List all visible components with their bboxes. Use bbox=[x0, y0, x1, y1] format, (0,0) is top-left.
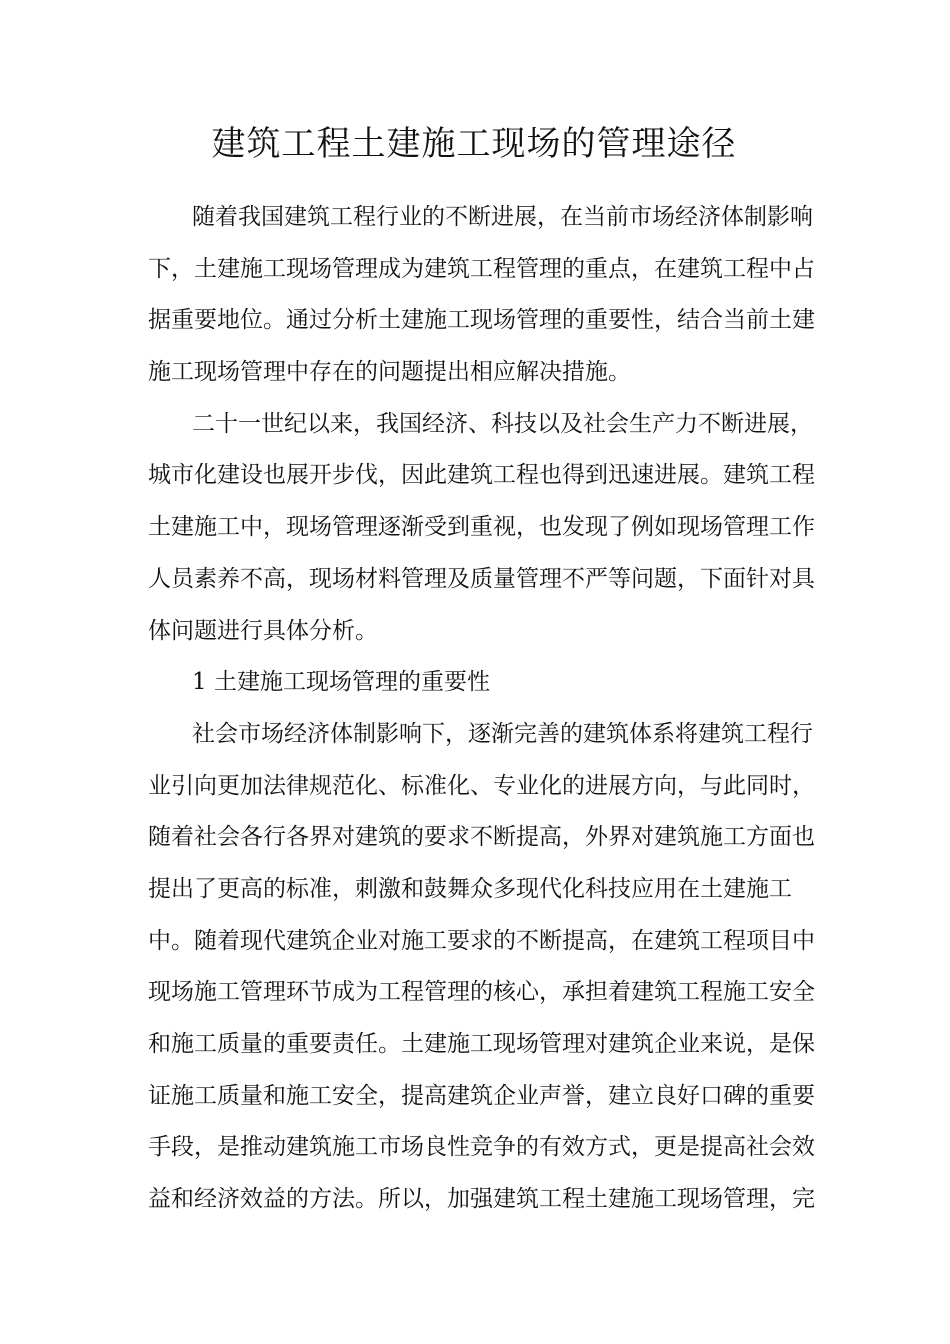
text-line: 体问题进行具体分析。 bbox=[148, 617, 378, 644]
text-line: 1 土建施工现场管理的重要性 bbox=[192, 669, 490, 696]
text-line: 中。随着现代建筑企业对施工要求的不断提高，在建筑工程项目中 bbox=[148, 927, 815, 954]
text-line: 二十一世纪以来，我国经济、科技以及社会生产力不断进展， bbox=[192, 410, 813, 437]
text-line: 随着我国建筑工程行业的不断进展，在当前市场经济体制影响 bbox=[192, 204, 813, 230]
text-line: 提出了更高的标准，刺激和鼓舞众多现代化科技应用在土建施工 bbox=[148, 875, 792, 902]
text-line: 下，土建施工现场管理成为建筑工程管理的重点，在建筑工程中占 bbox=[148, 255, 815, 282]
text-line: 随着社会各行各界对建筑的要求不断提高，外界对建筑施工方面也 bbox=[148, 824, 815, 851]
text-line: 据重要地位。通过分析土建施工现场管理的重要性，结合当前土建 bbox=[148, 307, 815, 334]
text-line: 社会市场经济体制影响下，逐渐完善的建筑体系将建筑工程行 bbox=[192, 720, 813, 747]
text-line: 土建施工中，现场管理逐渐受到重视，也发现了例如现场管理工作 bbox=[148, 514, 815, 541]
text-line: 人员素养不高，现场材料管理及质量管理不严等问题，下面针对具 bbox=[148, 565, 815, 592]
text-line: 业引向更加法律规范化、标准化、专业化的进展方向，与此同时， bbox=[148, 772, 815, 799]
text-line: 益和经济效益的方法。所以，加强建筑工程土建施工现场管理，完 bbox=[148, 1186, 815, 1213]
text-line: 手段，是推动建筑施工市场良性竞争的有效方式，更是提高社会效 bbox=[148, 1134, 815, 1161]
document-body bbox=[148, 192, 815, 1226]
text-line: 和施工质量的重要责任。土建施工现场管理对建筑企业来说，是保 bbox=[148, 1031, 815, 1057]
text-line: 城市化建设也展开步伐，因此建筑工程也得到迅速进展。建筑工程 bbox=[148, 462, 815, 489]
text-line: 现场施工管理环节成为工程管理的核心，承担着建筑工程施工安全 bbox=[148, 979, 815, 1006]
text-line: 施工现场管理中存在的问题提出相应解决措施。 bbox=[148, 359, 631, 386]
document-title: 建筑工程土建施工现场的管理途径 bbox=[211, 124, 737, 164]
text-line: 证施工质量和施工安全，提高建筑企业声誉，建立良好口碑的重要 bbox=[148, 1082, 815, 1109]
